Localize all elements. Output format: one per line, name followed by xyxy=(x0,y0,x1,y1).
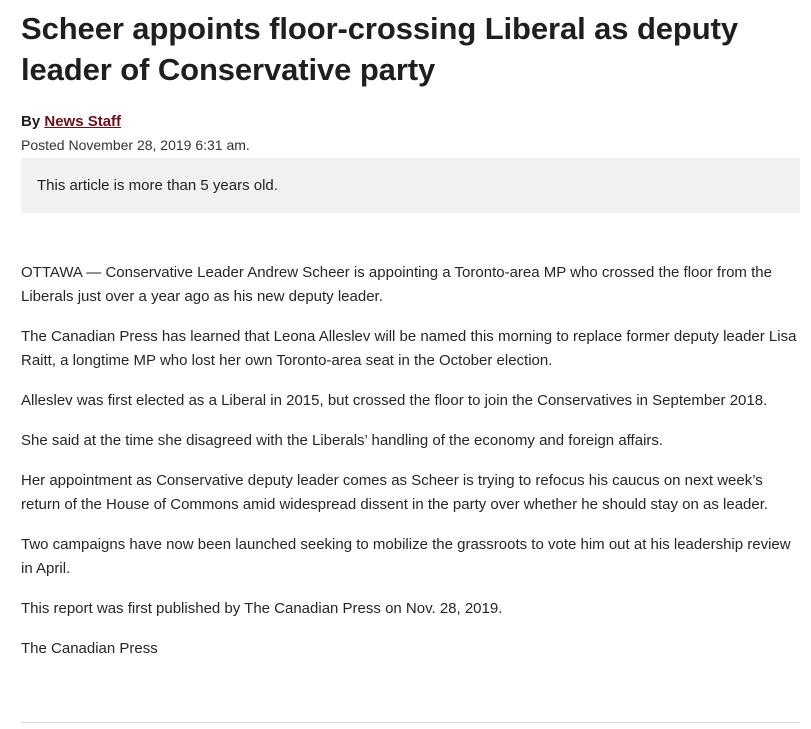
article xyxy=(21,0,800,677)
article-paragraph: The Canadian Press has learned that Leona Alleslev will be named this morning to replace former deputy leader Lisa Raitt, a longtime MP who lost her own Toronto-area seat in the October election. xyxy=(21,328,797,369)
article-headline: Scheer appoints floor-crossing Liberal as deputy leader of Conservative party xyxy=(21,11,738,87)
article-age-notice-text: This article is more than 5 years old. xyxy=(37,177,278,194)
article-age-notice xyxy=(21,158,800,213)
posted-date: Posted November 28, 2019 6:31 am. xyxy=(21,137,250,153)
byline-prefix: By xyxy=(21,113,41,130)
article-paragraph: Her appointment as Conservative deputy leader comes as Scheer is trying to refocus his caucus on next week’s return of the House of Commons amid widespread dissent in the party over whether he should stay on as leader. xyxy=(21,472,769,513)
article-paragraph: She said at the time she disagreed with the Liberals’ handling of the economy and foreign affairs. xyxy=(21,432,664,449)
divider xyxy=(21,722,800,723)
article-paragraph: Alleslev was first elected as a Liberal in 2015, but crossed the floor to join the Conservatives in September 2018. xyxy=(21,392,768,409)
byline xyxy=(21,112,800,132)
article-paragraph: OTTAWA — Conservative Leader Andrew Scheer is appointing a Toronto-area MP who crossed the floor from the Liberals just over a year ago as his new deputy leader. xyxy=(21,264,772,305)
author-link[interactable]: News Staff xyxy=(44,113,122,130)
article-body xyxy=(21,261,800,661)
article-paragraph: This report was first published by The Canadian Press on Nov. 28, 2019. xyxy=(21,600,503,617)
article-paragraph: Two campaigns have now been launched seeking to mobilize the grassroots to vote him out at his leadership review in April. xyxy=(21,536,791,577)
article-source: The Canadian Press xyxy=(21,640,158,657)
